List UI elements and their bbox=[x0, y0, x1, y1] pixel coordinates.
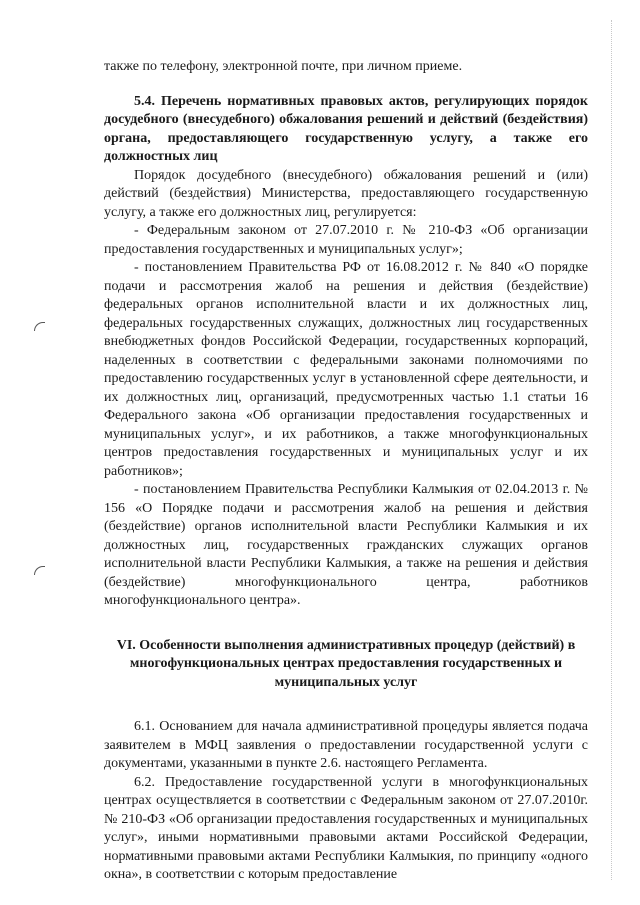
paragraph-appeal-procedure: Порядок досудебного (внесудебного) обжалования решений и (или) действий (бездействия) Министерства, предоставляющего государственную услугу, а также его должностных лиц, регулируется: bbox=[104, 167, 588, 220]
scan-mark-top bbox=[34, 322, 45, 331]
section-5-4-heading: 5.4. Перечень нормативных правовых актов, регулирующих порядок досудебного (внесудебного) обжалования решений и действий (бездействия) органа, предоставляющего государственную услугу, а также его должностных лиц bbox=[104, 93, 588, 164]
document-body bbox=[104, 58, 588, 885]
paragraph-kalmykia-resolution: - постановлением Правительства Республики Калмыкия от 02.04.2013 г. № 156 «О Порядке подачи и рассмотрения жалоб на решения и действия (бездействие) органов исполнительной власти Республики Калмыкия и их должностных лиц, государственных гражданских служащих органов исполнительной власти Республики Калмыкия, а также на решения и действия (бездействие) многофункционального центра, работников многофункционального центра». bbox=[104, 482, 588, 608]
paragraph-6-2: 6.2. Предоставление государственной услуги в многофункциональных центрах осуществляется в соответствии с Федеральным законом от 27.07.2010г. № 210-ФЗ «Об организации предоставления государственных и муниципальных услуг», иными нормативными правовыми актами Российской Федерации, нормативными правовыми актами Республики Калмыкия, по принципу «одного окна», в соответствии с которым предоставление bbox=[104, 774, 588, 882]
scan-mark-bottom bbox=[34, 566, 45, 575]
text-line-continuation: также по телефону, электронной почте, при личном приеме. bbox=[104, 59, 463, 74]
section-6-heading: VI. Особенности выполнения административных процедур (действий) в многофункциональных центрах предоставления государственных и муниципальных услуг bbox=[116, 637, 576, 690]
paragraph-6-1: 6.1. Основанием для начала административной процедуры является подача заявителем в МФЦ заявления о предоставлении государственной услуги с документами, указанными в пункте 2.6. настоящего Регламента. bbox=[104, 719, 588, 771]
paragraph-rf-resolution: - постановлением Правительства РФ от 16.08.2012 г. № 840 «О порядке подачи и рассмотрения жалоб на решения и действия (бездействие) федеральных органов исполнительной власти и их должностных лиц, федеральных государственных служащих, должностных лиц государственных внебюджетных фондов Российской Федерации, государственных корпораций, наделенных в соответствии с федеральными законами полномочиями по предоставлению государственных услуг в установленной сфере деятельности, и их должностных лиц, организаций, предусмотренных частью 1.1 статьи 16 Федерального закона «Об организации предоставления государственных и муниципальных услуг», и их работников, а также многофункциональных центров предоставления государственных и муниципальных услуг и их работников»; bbox=[104, 260, 588, 479]
paragraph-federal-law: - Федеральным законом от 27.07.2010 г. № 210-ФЗ «Об организации предоставления государственных и муниципальных услуг»; bbox=[104, 223, 588, 257]
scan-edge-line bbox=[611, 20, 612, 880]
